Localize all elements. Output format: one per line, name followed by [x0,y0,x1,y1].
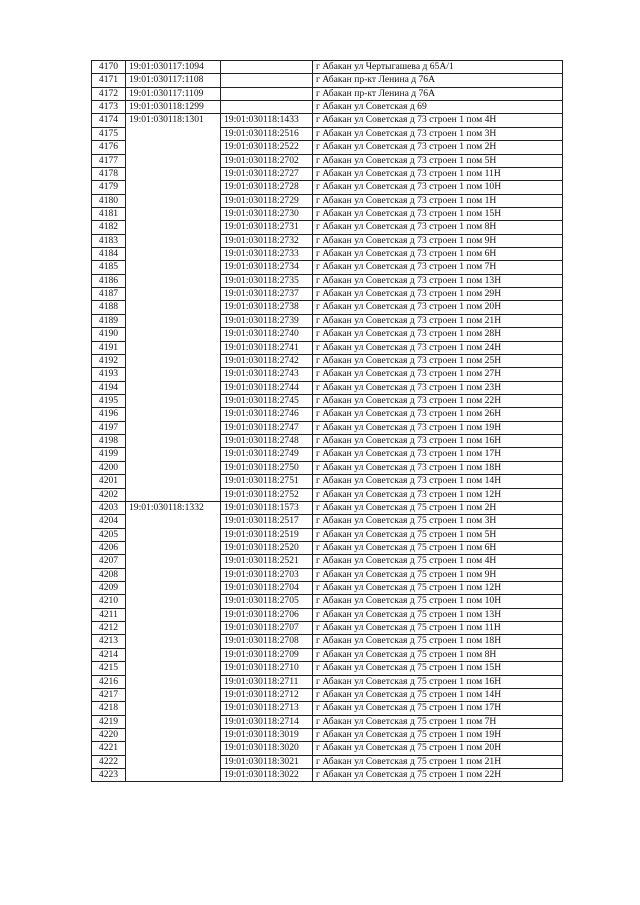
parent-cadastral-number: 19:01:030118:1301 [126,114,221,501]
address: г Абакан ул Советская д 75 строен 1 пом 4Н [313,555,563,568]
table-row [92,74,563,87]
parent-cadastral-number: 19:01:030117:1108 [126,74,221,87]
row-number: 4210 [92,595,126,608]
cadastral-number: 19:01:030118:2749 [221,448,313,461]
address: г Абакан ул Советская д 73 строен 1 пом 27Н [313,368,563,381]
row-number: 4212 [92,622,126,635]
cadastral-number: 19:01:030118:2746 [221,408,313,421]
cadastral-number: 19:01:030118:2728 [221,181,313,194]
address: г Абакан ул Советская д 73 строен 1 пом 29Н [313,288,563,301]
cadastral-number: 19:01:030118:2738 [221,301,313,314]
address: г Абакан ул Советская д 75 строен 1 пом 17Н [313,702,563,715]
row-number: 4204 [92,515,126,528]
address: г Абакан ул Советская д 73 строен 1 пом 9Н [313,234,563,247]
cadastral-number: 19:01:030118:2711 [221,675,313,688]
address: г Абакан ул Советская д 73 строен 1 пом 13Н [313,274,563,287]
address: г Абакан ул Советская д 73 строен 1 пом 11Н [313,167,563,180]
row-number: 4209 [92,582,126,595]
row-number: 4196 [92,408,126,421]
row-number: 4174 [92,114,126,127]
row-number: 4170 [92,61,126,74]
row-number: 4223 [92,769,126,782]
address: г Абакан ул Советская д 75 строен 1 пом 16Н [313,675,563,688]
table-row [92,501,563,514]
address: г Абакан ул Советская д 73 строен 1 пом 22Н [313,394,563,407]
address: г Абакан ул Советская д 75 строен 1 пом 20Н [313,742,563,755]
cadastral-number: 19:01:030118:2748 [221,435,313,448]
cadastral-number: 19:01:030118:2703 [221,568,313,581]
row-number: 4177 [92,154,126,167]
row-number: 4180 [92,194,126,207]
parent-cadastral-number: 19:01:030117:1109 [126,87,221,100]
cadastral-number: 19:01:030118:2704 [221,582,313,595]
row-number: 4172 [92,87,126,100]
row-number: 4219 [92,715,126,728]
address: г Абакан ул Советская д 73 строен 1 пом 24Н [313,341,563,354]
cadastral-number: 19:01:030118:2702 [221,154,313,167]
row-number: 4188 [92,301,126,314]
row-number: 4185 [92,261,126,274]
parent-cadastral-number: 19:01:030118:1299 [126,101,221,114]
address: г Абакан ул Советская д 73 строен 1 пом 21Н [313,314,563,327]
address: г Абакан ул Советская д 75 строен 1 пом 22Н [313,769,563,782]
row-number: 4211 [92,608,126,621]
cadastral-number: 19:01:030118:2516 [221,127,313,140]
row-number: 4199 [92,448,126,461]
row-number: 4183 [92,234,126,247]
row-number: 4198 [92,435,126,448]
row-number: 4186 [92,274,126,287]
cadastral-number: 19:01:030118:2751 [221,475,313,488]
address: г Абакан ул Советская д 75 строен 1 пом 8Н [313,648,563,661]
cadastral-number [221,87,313,100]
cadastral-number: 19:01:030118:2733 [221,248,313,261]
row-number: 4190 [92,328,126,341]
row-number: 4207 [92,555,126,568]
row-number: 4218 [92,702,126,715]
address: г Абакан ул Советская д 73 строен 1 пом 23Н [313,381,563,394]
cadastral-number: 19:01:030118:2710 [221,662,313,675]
cadastral-number: 19:01:030118:3019 [221,728,313,741]
row-number: 4195 [92,394,126,407]
row-number: 4222 [92,755,126,768]
cadastral-number: 19:01:030118:2734 [221,261,313,274]
row-number: 4201 [92,475,126,488]
row-number: 4173 [92,101,126,114]
row-number: 4200 [92,461,126,474]
address: г Абакан ул Советская д 73 строен 1 пом 6Н [313,248,563,261]
cadastral-number: 19:01:030118:2714 [221,715,313,728]
cadastral-number [221,101,313,114]
cadastral-number: 19:01:030118:2742 [221,354,313,367]
parent-cadastral-number: 19:01:030117:1094 [126,61,221,74]
row-number: 4213 [92,635,126,648]
row-number: 4197 [92,421,126,434]
address: г Абакан ул Советская д 75 строен 1 пом 5Н [313,528,563,541]
cadastral-number: 19:01:030118:2712 [221,688,313,701]
cadastral-number: 19:01:030118:2743 [221,368,313,381]
cadastral-number: 19:01:030118:2521 [221,555,313,568]
row-number: 4205 [92,528,126,541]
address: г Абакан ул Советская д 73 строен 1 пом 19Н [313,421,563,434]
address: г Абакан ул Советская д 75 строен 1 пом 10Н [313,595,563,608]
address: г Абакан ул Советская д 73 строен 1 пом 12Н [313,488,563,501]
cadastral-number: 19:01:030118:2707 [221,622,313,635]
cadastral-number: 19:01:030118:2744 [221,381,313,394]
cadastral-number: 19:01:030118:2729 [221,194,313,207]
cadastral-number: 19:01:030118:2735 [221,274,313,287]
address: г Абакан ул Советская д 75 строен 1 пом 7Н [313,715,563,728]
parent-cadastral-number: 19:01:030118:1332 [126,501,221,782]
row-number: 4192 [92,354,126,367]
row-number: 4179 [92,181,126,194]
row-number: 4189 [92,314,126,327]
address: г Абакан ул Советская д 73 строен 1 пом 3Н [313,127,563,140]
row-number: 4214 [92,648,126,661]
address: г Абакан ул Советская д 75 строен 1 пом 6Н [313,541,563,554]
address: г Абакан пр-кт Ленина д 76А [313,87,563,100]
cadastral-number: 19:01:030118:2739 [221,314,313,327]
row-number: 4175 [92,127,126,140]
cadastral-number: 19:01:030118:2706 [221,608,313,621]
row-number: 4202 [92,488,126,501]
cadastral-number: 19:01:030118:2705 [221,595,313,608]
cadastral-number: 19:01:030118:2709 [221,648,313,661]
address: г Абакан ул Советская д 73 строен 1 пом 2Н [313,141,563,154]
row-number: 4220 [92,728,126,741]
address: г Абакан пр-кт Ленина д 76А [313,74,563,87]
address: г Абакан ул Советская д 73 строен 1 пом 7Н [313,261,563,274]
row-number: 4206 [92,541,126,554]
cadastral-number: 19:01:030118:2747 [221,421,313,434]
address: г Абакан ул Советская д 75 строен 1 пом 9Н [313,568,563,581]
address: г Абакан ул Советская д 73 строен 1 пом 10Н [313,181,563,194]
cadastral-number: 19:01:030118:2520 [221,541,313,554]
address: г Абакан ул Советская д 73 строен 1 пом 8Н [313,221,563,234]
address: г Абакан ул Советская д 73 строен 1 пом 16Н [313,435,563,448]
table-row [92,87,563,100]
address: г Абакан ул Советская д 73 строен 1 пом 25Н [313,354,563,367]
row-number: 4215 [92,662,126,675]
cadastral-number: 19:01:030118:2741 [221,341,313,354]
address: г Абакан ул Советская д 73 строен 1 пом 4Н [313,114,563,127]
row-number: 4221 [92,742,126,755]
cadastral-number: 19:01:030118:1433 [221,114,313,127]
address: г Абакан ул Советская д 75 строен 1 пом 11Н [313,622,563,635]
table-row [92,101,563,114]
row-number: 4178 [92,167,126,180]
address: г Абакан ул Советская д 73 строен 1 пом 15Н [313,207,563,220]
cadastral-number: 19:01:030118:3022 [221,769,313,782]
cadastral-number: 19:01:030118:2522 [221,141,313,154]
address: г Абакан ул Чертыгашева д 65А/1 [313,61,563,74]
cadastral-number [221,61,313,74]
cadastral-number: 19:01:030118:2740 [221,328,313,341]
table-row [92,114,563,127]
row-number: 4193 [92,368,126,381]
row-number: 4191 [92,341,126,354]
cadastral-number: 19:01:030118:2737 [221,288,313,301]
cadastral-number: 19:01:030118:2731 [221,221,313,234]
address: г Абакан ул Советская д 75 строен 1 пом 13Н [313,608,563,621]
cadastral-number: 19:01:030118:3021 [221,755,313,768]
cadastral-number: 19:01:030118:3020 [221,742,313,755]
address: г Абакан ул Советская д 75 строен 1 пом 15Н [313,662,563,675]
address: г Абакан ул Советская д 75 строен 1 пом 2Н [313,501,563,514]
address: г Абакан ул Советская д 73 строен 1 пом 17Н [313,448,563,461]
address: г Абакан ул Советская д 73 строен 1 пом 20Н [313,301,563,314]
address: г Абакан ул Советская д 73 строен 1 пом 14Н [313,475,563,488]
cadastral-number: 19:01:030118:2750 [221,461,313,474]
cadastral-number: 19:01:030118:2732 [221,234,313,247]
cadastral-number: 19:01:030118:2708 [221,635,313,648]
address: г Абакан ул Советская д 73 строен 1 пом 5Н [313,154,563,167]
cadastral-number: 19:01:030118:2713 [221,702,313,715]
cadastral-number: 19:01:030118:2752 [221,488,313,501]
address: г Абакан ул Советская д 75 строен 1 пом 21Н [313,755,563,768]
row-number: 4182 [92,221,126,234]
address: г Абакан ул Советская д 75 строен 1 пом 18Н [313,635,563,648]
row-number: 4187 [92,288,126,301]
row-number: 4208 [92,568,126,581]
row-number: 4194 [92,381,126,394]
row-number: 4217 [92,688,126,701]
row-number: 4181 [92,207,126,220]
cadastral-number: 19:01:030118:2727 [221,167,313,180]
cadastral-number: 19:01:030118:2745 [221,394,313,407]
address: г Абакан ул Советская д 73 строен 1 пом 26Н [313,408,563,421]
row-number: 4171 [92,74,126,87]
cadastral-number: 19:01:030118:2519 [221,528,313,541]
address: г Абакан ул Советская д 75 строен 1 пом 19Н [313,728,563,741]
cadastral-number [221,74,313,87]
address: г Абакан ул Советская д 73 строен 1 пом 1Н [313,194,563,207]
cadastral-number: 19:01:030118:1573 [221,501,313,514]
address: г Абакан ул Советская д 75 строен 1 пом 3Н [313,515,563,528]
cadastral-register-table [91,60,563,782]
table-row [92,61,563,74]
address: г Абакан ул Советская д 69 [313,101,563,114]
row-number: 4203 [92,501,126,514]
address: г Абакан ул Советская д 75 строен 1 пом 14Н [313,688,563,701]
address: г Абакан ул Советская д 73 строен 1 пом 18Н [313,461,563,474]
address: г Абакан ул Советская д 75 строен 1 пом 12Н [313,582,563,595]
row-number: 4216 [92,675,126,688]
row-number: 4176 [92,141,126,154]
address: г Абакан ул Советская д 73 строен 1 пом 28Н [313,328,563,341]
cadastral-number: 19:01:030118:2730 [221,207,313,220]
cadastral-number: 19:01:030118:2517 [221,515,313,528]
row-number: 4184 [92,248,126,261]
